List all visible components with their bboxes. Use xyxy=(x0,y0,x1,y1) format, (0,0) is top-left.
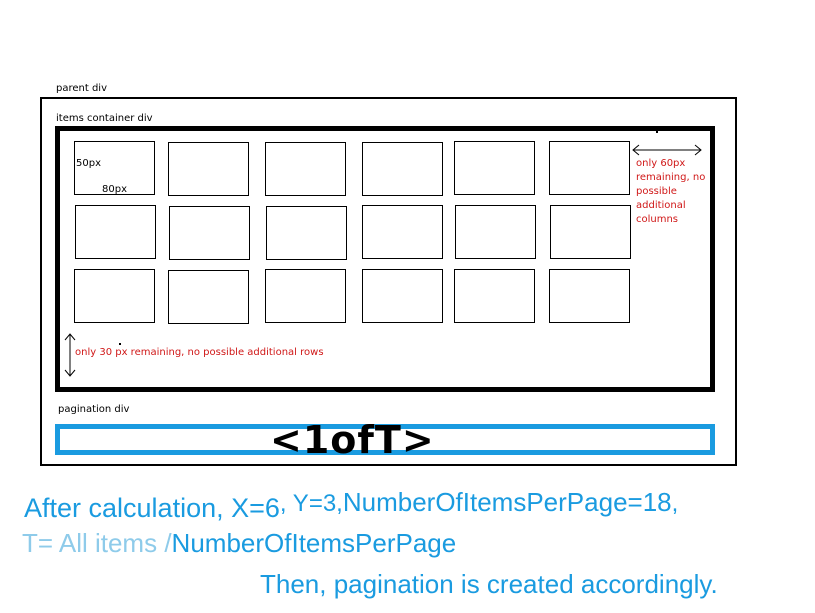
cell-width-label: 80px xyxy=(102,184,127,195)
item-cell xyxy=(362,269,443,323)
stray-dot xyxy=(656,131,658,133)
item-cell xyxy=(549,269,630,323)
calculation-items-per-page: NumberOfItemsPerPage=18 xyxy=(342,487,672,517)
item-cell xyxy=(550,205,631,259)
item-cell xyxy=(168,142,249,196)
columns-note-line: possible xyxy=(636,186,677,197)
calculation-y: , Y=3, xyxy=(279,490,343,517)
calculation-comma: , xyxy=(671,490,679,517)
columns-note-line: additional xyxy=(636,200,686,211)
columns-note-line: columns xyxy=(636,214,679,225)
parent-div-label: parent div xyxy=(56,83,108,94)
item-cell xyxy=(75,205,156,259)
calculation-x: After calculation, X=6 xyxy=(24,493,280,523)
conclusion-text: Then, pagination is created accordingly. xyxy=(260,569,718,599)
item-cell xyxy=(265,269,346,323)
pagination-control[interactable]: <1ofT> xyxy=(270,418,435,462)
items-container-label: items container div xyxy=(56,113,153,124)
columns-note-line: remaining, no xyxy=(636,172,706,183)
columns-note-line: only 60px xyxy=(636,158,686,169)
rows-remaining-note: only 30 px remaining, no possible additional rows xyxy=(75,347,324,358)
calculation-line xyxy=(24,487,679,524)
total-pages-formula xyxy=(22,528,456,559)
columns-remaining-note xyxy=(636,157,705,227)
item-cell xyxy=(169,206,250,260)
cell-height-label: 50px xyxy=(76,158,101,169)
item-cell xyxy=(455,205,536,259)
formula-all-items: T= All items / xyxy=(22,528,172,558)
item-cell xyxy=(266,206,347,260)
item-cell xyxy=(74,269,155,323)
item-cell xyxy=(362,142,443,196)
item-cell xyxy=(168,270,249,324)
pagination-div-label: pagination div xyxy=(58,404,130,415)
item-cell xyxy=(265,142,346,196)
item-cell xyxy=(454,269,535,323)
item-cell xyxy=(362,205,443,259)
item-cell xyxy=(549,141,630,195)
item-cell xyxy=(454,141,535,195)
formula-items-per-page: NumberOfItemsPerPage xyxy=(171,528,457,558)
stray-dot xyxy=(119,343,121,345)
